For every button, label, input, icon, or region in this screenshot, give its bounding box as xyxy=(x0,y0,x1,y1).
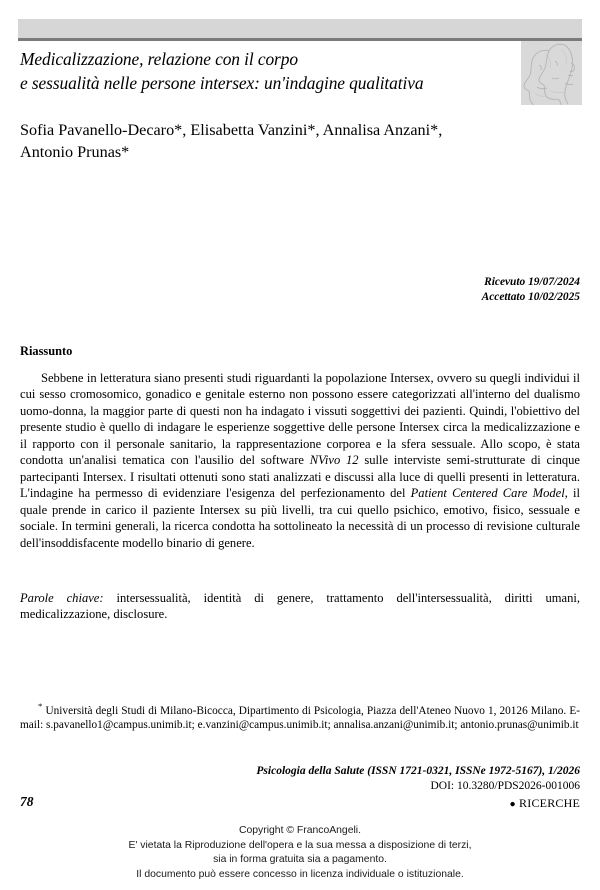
keywords-paragraph xyxy=(20,590,580,623)
abstract-paragraph xyxy=(20,370,580,551)
submission-dates xyxy=(482,275,580,304)
abstract-text-2: sulle interviste semi-strutturate di cinque partecipanti Intersex. I risultati ottenuti sono stati analizzati e discussi alla luce di quelli presenti in letteratura. L'indagine ha permesso di evidenziare l'esigenza del perfezionamento del xyxy=(20,453,580,501)
copyright-line-4: Il documento può essere concesso in licenza individuale o istituzionale. xyxy=(136,868,464,880)
doi-line: DOI: 10.3280/PDS2026-001006 xyxy=(430,780,580,792)
accepted-date: Accettato 10/02/2025 xyxy=(481,290,580,303)
author-line-2: Antonio Prunas* xyxy=(20,143,130,161)
copyright-line-1: Copyright © FrancoAngeli. xyxy=(238,825,361,836)
section-label-text: RICERCHE xyxy=(515,796,580,810)
footnote-marker: * xyxy=(38,701,43,711)
page-number: 78 xyxy=(20,794,34,809)
keywords-label: Parole chiave: xyxy=(20,591,104,605)
bullet-icon: ● xyxy=(509,799,516,810)
journal-citation: Psicologia della Salute (ISSN 1721-0321, ISSNe 1972-5167), 1/2026 xyxy=(256,765,580,777)
keywords-list: intersessualità, identità di genere, trattamento dell'intersessualità, diritti umani, medicalizzazione, disclosure. xyxy=(20,591,580,622)
keywords-block xyxy=(20,590,580,623)
abstract-italic-nvivo: NVivo 12 xyxy=(309,453,359,468)
abstract-heading: Riassunto xyxy=(20,344,73,358)
copyright-line-3: sia in forma gratuita sia a pagamento. xyxy=(213,854,387,866)
copyright-line-2: E' vietata la Riproduzione dell'opera e la sua messa a disposizione di terzi, xyxy=(128,839,472,851)
header-rule xyxy=(18,38,582,41)
copyright-notice xyxy=(0,824,600,882)
received-date: Ricevuto 19/07/2024 xyxy=(484,276,580,288)
affiliation-footnote xyxy=(20,699,580,733)
author-line-1: Sofia Pavanello-Decaro*, Elisabetta Vanzini*, Annalisa Anzani*, xyxy=(20,121,443,139)
abstract-text-3: , il quale prende in carico il paziente Intersex su più livelli, tra cui quello psichico, emotivo, fisico, sessuale e sociale. In termini generali, la ricerca condotta ha sottolineato la necessità di un processo di revisione culturale dell'insoddisfacente modello binario di genere. xyxy=(20,486,580,550)
page-title xyxy=(20,48,515,95)
abstract-body xyxy=(20,370,580,551)
title-line-2: e sessualità nelle persone intersex: un'indagine qualitativa xyxy=(20,72,424,93)
header-band xyxy=(18,19,582,38)
abstract-text-1: Sebbene in letteratura siano presenti studi riguardanti la popolazione Intersex, ovvero su quegli individui il cui sesso cromosomico, gonadico e genitale esterno non possono essere categorizzati all'interno del dualismo uomo-donna, la maggior parte di questi non ha indagato i vissuti soggettivi dei pazienti. Quindi, l'obiettivo del presente studio è quello di indagare le esperienze soggettive delle persone Intersex circa la medicalizzazione e il rapporto con il personale sanitario, la rappresentazione corporea e la sfera sessuale. Allo scopo, è stata condotta un'analisi tematica con l'ausilio del software xyxy=(20,371,580,468)
title-line-1: Medicalizzazione, relazione con il corpo xyxy=(20,49,298,69)
abstract-italic-pccm: Patient Centered Care Model xyxy=(410,486,565,501)
footnote-text: Università degli Studi di Milano-Bicocca, Dipartimento di Psicologia, Piazza dell'Ateneo Nuovo 1, 20126 Milano. E-mail: s.pavanello1@campus.unimib.it; e.vanzini@campus.unimib.it; annalisa.anzani@unimib.it; antonio.prunas@unimib.it xyxy=(20,704,580,732)
franco-angeli-two-profiles-logo xyxy=(521,41,582,105)
footnote-paragraph xyxy=(20,699,580,733)
author-list xyxy=(20,119,540,163)
section-label xyxy=(510,796,581,811)
